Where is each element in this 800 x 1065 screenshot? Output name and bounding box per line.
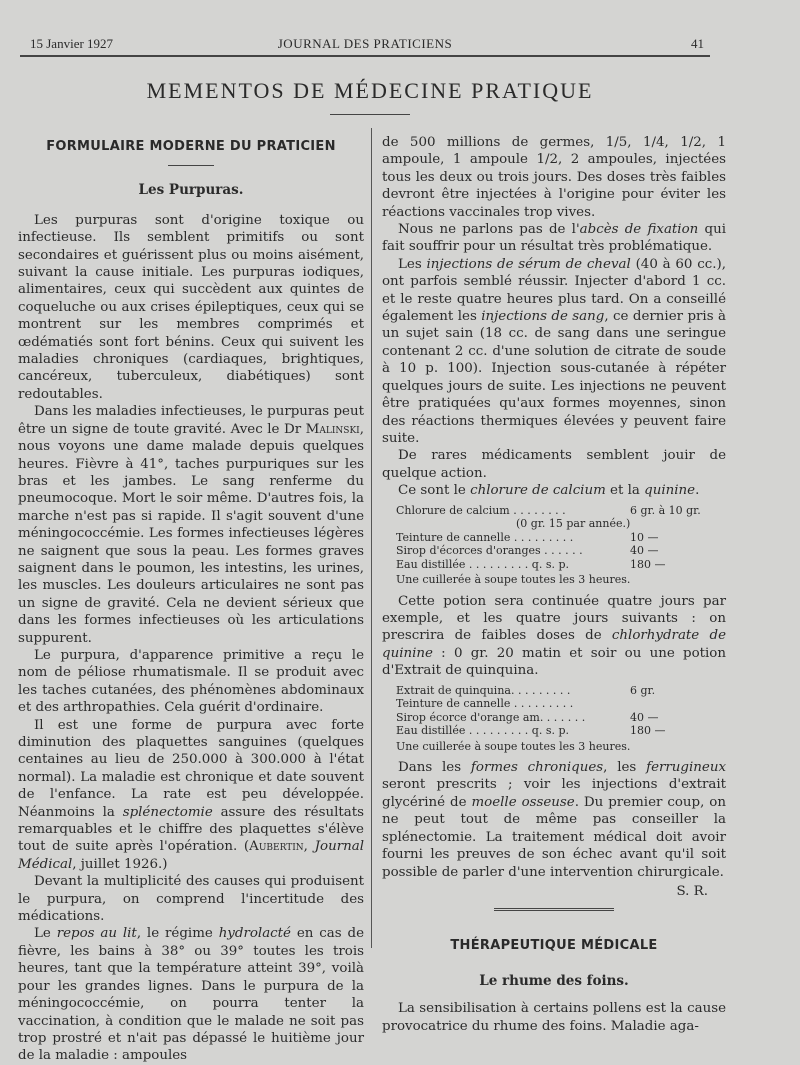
paragraph: Le repos au lit, le régime hydrolacté en cas de fièvre, les bains à 38° ou 39° toutes les trois heures, tant que la température atteint 39°, voilà pour les grandes lignes. Dans le purpura de la méningococcémie, on pourra tenter la vaccination, à condition que le malade ne soit pas trop prostré et n'ait pas dépassé le huitième jour de la maladie : ampoules xyxy=(18,926,364,1064)
paragraph: Cette potion sera continuée quatre jours par exemple, et les quatre jours suivants : on prescrira de faibles doses de chlorhydrate de quinine : 0 gr. 20 matin et soir ou une potion d'Extrait de quinquina. xyxy=(382,593,727,679)
article-subtitle: Les Purpuras. xyxy=(138,182,244,199)
issue-date: 15 Janvier 1927 xyxy=(30,36,114,51)
section-rule xyxy=(168,165,214,166)
paragraph: La sensibilisation à certains pollens est la cause provocatrice du rhume des foins. Maladie aga- xyxy=(382,1001,726,1034)
paragraph: Dans les maladies infectieuses, le purpuras peut être un signe de toute gravité. Avec le Dr Malinski, nous voyons une dame malade depuis quelques heures. Fièvre à 41°, taches purpuriques sur les bras et les jambes. Le sang renferme du pneumocoque. Mort le soir même. D'autres fois, la marche n'est pas si rapide. Il s'agit souvent d'une méningococcémie. Les formes infectieuses légères ne saignent que sous la peau. Les formes graves saignent dans le poumon, les intestins, les urines, les muscles. Les douleurs articulaires ne sont pas un signe de gravité. Cela ne devient sérieux que dans les formes infectieuses où les articulations suppurent. xyxy=(18,404,364,646)
paragraph: Ce sont le chlorure de calcium et la quinine. xyxy=(398,483,700,499)
right-column xyxy=(382,134,726,1035)
signature: S. R. xyxy=(676,883,708,899)
author-name: Aubertin xyxy=(249,839,304,855)
prescription-2: Extrait de quinquina. . . . . . . . . 6 gr. Teinture de cannelle . . . . . . . . . Sirop écorce d'orange am. . . . . . . 40 — Eau distillée . . . . . . . . . q. s. p. 180 — Une cuillerée à soupe toutes les 3 heures. xyxy=(396,683,666,753)
paragraph: Le purpura, d'apparence primitive a reçu le nom de péliose rhumatismale. Il se produit avec les taches cutanées, des phénomènes abdominaux et des arthropathies. Cela guérit d'ordinaire. xyxy=(18,647,364,716)
paragraph: Il est une forme de purpura avec forte diminution des plaquettes sanguines (quelques centaines au lieu de 250.000 à 300.000 à l'état normal). La maladie est chronique et date souvent de l'enfance. La rate est peu développée. Néanmoins la splénectomie assure des résultats remarquables et le chiffre des plaquettes s'élève tout de suite après l'opération. (Aubertin, Journal Médical, juillet 1926.) xyxy=(18,717,364,872)
title-rule xyxy=(330,114,410,115)
left-column xyxy=(18,134,364,1065)
column-divider xyxy=(371,128,372,948)
page-title: MEMENTOS DE MÉDECINE PRATIQUE xyxy=(146,78,594,103)
paragraph: Les injections de sérum de cheval (40 à 60 cc.), ont parfois semblé réussir. Injecter d'abord 1 cc. et le reste quatre heures plus tard. On a conseillé également les injections de sang, ce dernier pris à un sujet sain (18 cc. de sang dans une seringue contenant 2 cc. d'une solution de citrate de soude à 10 p. 100). Injection sous-cutanée à répéter quelques jours de suite. Les injections ne peuvent être pratiquées qu'aux formes moyennes, sinon des réactions thermiques élevées y peuvent faire suite. xyxy=(382,256,726,446)
paragraph: De rares médicaments semblent jouir de quelque action. xyxy=(382,448,726,481)
author-name: Malinski xyxy=(305,421,360,437)
paragraph: Les purpuras sont d'origine toxique ou infectieuse. Ils semblent primitifs ou sont secondaires et guérissent plus ou moins aisément, suivant la cause initiale. Les purpuras iodiques, alimentaires, ceux qui succèdent aux quintes de coqueluche ou aux crises épileptiques, ceux qui se montrent sur les membres comprimés et œdématiés sont fort bénins. Ceux qui suivent les maladies chroniques (cardiaques, brightiques, cancéreux, tuberculeux, diabétiques) sont redoutables. xyxy=(18,212,364,402)
paragraph: de 500 millions de germes, 1/5, 1/4, 1/2, 1 ampoule, 1 ampoule 1/2, 2 ampoules, injectées tous les deux ou trois jours. Des doses très faibles devront être injectées à l'origine pour éviter les réactions vaccinales trop vives. xyxy=(382,135,726,220)
header-rule xyxy=(20,55,710,57)
section-end-rule xyxy=(494,908,614,911)
prescription-1: Chlorure de calcium . . . . . . . . 6 gr. à 10 gr. (0 gr. 15 par année.) Teinture de cannelle . . . . . . . . . 10 — Sirop d'écorces d'oranges . . . . . . 40 — Eau distillée . . . . . . . . . q. s. p. 180 — Une cuillerée à soupe toutes les 3 heures. xyxy=(396,503,701,587)
section-heading: THÉRAPEUTIQUE MÉDICALE xyxy=(450,938,658,954)
section-heading: FORMULAIRE MODERNE DU PRATICIEN xyxy=(46,139,336,154)
paragraph: Dans les formes chroniques, les ferrugineux seront prescrits ; voir les injections d'extrait glycériné de moelle osseuse. Du premier coup, on ne peut tout de même pas conseiller la splénectomie. La traitement médical doit avoir fourni les preuves de son échec avant qu'il soit possible de parler d'une intervention chirurgicale. xyxy=(382,760,726,880)
paragraph: Devant la multiplicité des causes qui produisent le purpura, on comprend l'incertitude des médications. xyxy=(18,874,364,925)
page-number: 41 xyxy=(691,36,704,51)
journal-name: JOURNAL DES PRATICIENS xyxy=(277,36,453,51)
paragraph: Nous ne parlons pas de l'abcès de fixation qui fait souffrir pour un résultat très problématique. xyxy=(382,222,726,255)
article-subtitle: Le rhume des foins. xyxy=(479,972,629,989)
running-header xyxy=(20,36,710,54)
